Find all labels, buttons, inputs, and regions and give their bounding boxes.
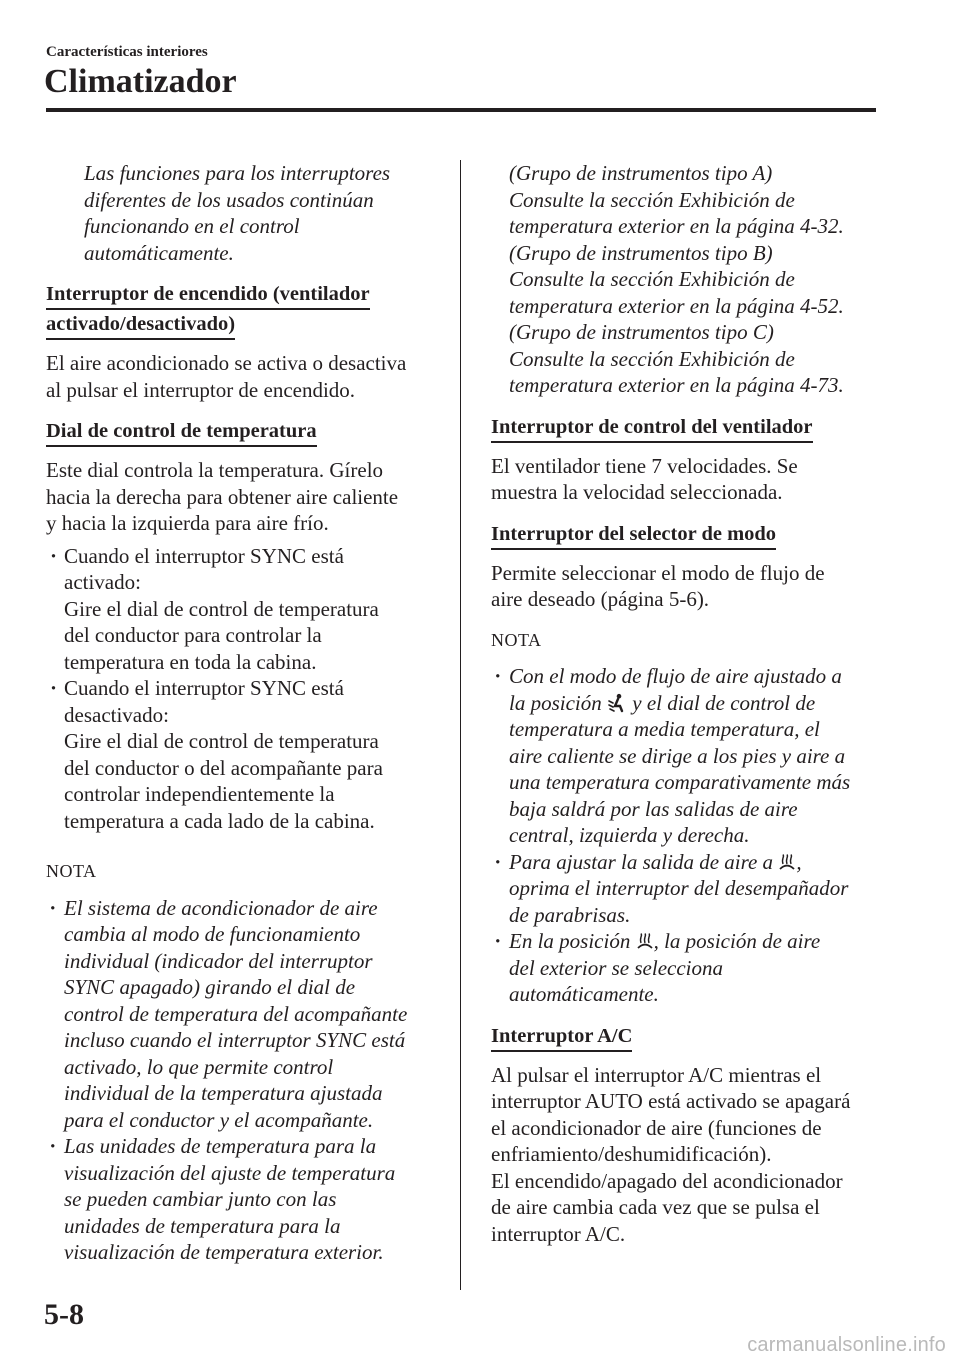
- fan-control-heading: Interruptor de control del ventilador: [491, 414, 813, 443]
- nota-label: NOTA: [46, 861, 97, 881]
- text-line: control de temperatura del acompañante: [64, 1001, 408, 1026]
- text-line: cambia al modo de funcionamiento: [64, 922, 361, 946]
- text-line: del exterior se selecciona: [509, 955, 723, 980]
- text-line: (Grupo de instrumentos tipo A): [509, 161, 773, 185]
- list-item: [46, 1133, 446, 1266]
- heading-line: Interruptor de encendido (ventilador: [46, 281, 370, 310]
- text-line: baja saldrá por las salidas de aire: [509, 796, 798, 821]
- text-line: Este dial controla la temperatura. Gírelo: [46, 458, 384, 482]
- text-line: Consulte la sección Exhibición de: [509, 346, 795, 371]
- defroster-icon: [636, 933, 654, 951]
- text-line: aire deseado (página 5-6).: [491, 587, 710, 611]
- text-line: · Con el modo de flujo de aire ajustado a: [509, 664, 842, 688]
- text-line: · Cuando el interruptor SYNC está: [64, 676, 344, 700]
- power-switch-text: [46, 350, 446, 403]
- text-line: [509, 849, 891, 876]
- text-line: interruptor AUTO está activado se apagará: [491, 1089, 851, 1113]
- text-line: · El sistema de acondicionador de aire: [64, 895, 378, 920]
- text-line: temperatura a cada lado de la cabina.: [64, 808, 375, 833]
- mode-selector-heading: Interruptor del selector de modo: [491, 521, 776, 550]
- list-item: [46, 675, 446, 834]
- text-line: [509, 690, 891, 717]
- text-line: El aire acondicionado se activa o desactiva: [46, 351, 407, 375]
- text-line: (Grupo de instrumentos tipo B): [509, 240, 773, 265]
- text-line: Consulte la sección Exhibición de: [509, 187, 795, 212]
- text-line: temperatura exterior en la página 4-73.: [509, 373, 844, 397]
- text-line: automáticamente.: [509, 982, 659, 1006]
- temperature-dial-heading: Dial de control de temperatura: [46, 418, 317, 447]
- text-line: diferentes de los usados continúan: [84, 187, 374, 212]
- text-line: individual (indicador del interruptor: [64, 948, 373, 973]
- defroster-icon: [778, 854, 796, 872]
- text-line: desactivado:: [64, 702, 169, 727]
- page-title: Climatizador: [44, 63, 237, 100]
- text-line: Gire el dial de control de temperatura: [64, 729, 379, 753]
- text-line: oprima el interruptor del desempañador: [509, 876, 849, 900]
- text-line: El encendido/apagado del acondicionador: [491, 1168, 843, 1193]
- text-line: Las funciones para los interruptores: [84, 161, 391, 185]
- text-line: El ventilador tiene 7 velocidades. Se: [491, 453, 798, 478]
- text-line: · Las unidades de temperatura para la: [64, 1134, 377, 1158]
- text-line: del conductor para controlar la: [64, 623, 322, 647]
- text-line: una temperatura comparativamente más: [509, 770, 851, 794]
- text-line: central, izquierda y derecha.: [509, 823, 750, 847]
- list-item: [491, 849, 891, 929]
- heading-line: activado/desactivado): [46, 311, 235, 340]
- text-line: para el conductor y el acompañante.: [64, 1107, 374, 1132]
- text-line: enfriamiento/deshumidificación).: [491, 1142, 772, 1166]
- text-line: interruptor A/C.: [491, 1221, 626, 1246]
- section-label: Características interiores: [46, 44, 208, 60]
- temperature-dial-text: [46, 457, 446, 537]
- text-line: temperatura en toda la cabina.: [64, 649, 317, 674]
- text-line: aire caliente se dirige a los pies y aire a: [509, 743, 846, 768]
- nota-bullet-list: [491, 663, 891, 1008]
- text-fragment: la posición: [509, 690, 607, 715]
- text-line: visualización del ajuste de temperatura: [64, 1160, 396, 1185]
- text-line: incluso cuando el interruptor SYNC está: [64, 1028, 406, 1052]
- site-watermark: carmanualsonline.info: [747, 1334, 946, 1356]
- power-switch-heading: [46, 280, 446, 340]
- ac-switch-heading: Interruptor A/C: [491, 1023, 632, 1052]
- text-line: de parabrisas.: [509, 902, 631, 927]
- intro-note: [46, 160, 446, 266]
- ac-switch-text: [491, 1062, 891, 1248]
- text-line: hacia la derecha para obtener aire caliente: [46, 484, 399, 509]
- text-line: Permite seleccionar el modo de flujo de: [491, 560, 825, 585]
- list-item: [491, 663, 891, 849]
- text-fragment: y el dial de control de: [627, 690, 816, 715]
- nota-bullet-list: [46, 895, 446, 1266]
- mode-selector-text: [491, 560, 891, 613]
- list-item: [491, 928, 891, 1008]
- sync-bullet-list: [46, 543, 446, 835]
- text-line: temperatura exterior en la página 4-32.: [509, 214, 844, 238]
- page-number: 5-8: [44, 1298, 84, 1331]
- nota-label: NOTA: [491, 629, 542, 650]
- text-fragment: En la posición: [509, 929, 636, 953]
- text-line: al pulsar el interruptor de encendido.: [46, 377, 356, 402]
- text-line: el acondicionador de aire (funciones de: [491, 1115, 822, 1140]
- text-line: [509, 928, 891, 955]
- text-line: de aire cambia cada vez que se pulsa el: [491, 1195, 820, 1219]
- header-rule: [46, 108, 876, 112]
- text-line: muestra la velocidad seleccionada.: [491, 480, 783, 504]
- text-line: activado, lo que permite control: [64, 1054, 334, 1079]
- right-column: [491, 160, 891, 1247]
- text-line: del conductor o del acompañante para: [64, 755, 383, 780]
- text-line: y hacia la izquierda para aire frío.: [46, 511, 329, 535]
- text-line: activado:: [64, 570, 141, 594]
- text-fragment: ,: [796, 849, 802, 874]
- fan-control-text: [491, 453, 891, 506]
- text-line: (Grupo de instrumentos tipo C): [509, 320, 774, 344]
- text-line: se pueden cambiar junto con las: [64, 1187, 337, 1211]
- text-line: visualización de temperatura exterior.: [64, 1240, 384, 1264]
- text-fragment: Para ajustar la salida de aire a: [509, 849, 779, 874]
- text-line: temperatura a media temperatura, el: [509, 717, 820, 741]
- list-item: [46, 543, 446, 676]
- text-line: Gire el dial de control de temperatura: [64, 596, 379, 621]
- list-item: [46, 895, 446, 1134]
- text-line: individual de la temperatura ajustada: [64, 1081, 383, 1105]
- floor-mode-icon: [607, 693, 627, 713]
- text-line: funcionando en el control: [84, 214, 300, 238]
- text-line: temperatura exterior en la página 4-52.: [509, 293, 844, 318]
- text-line: Al pulsar el interruptor A/C mientras el: [491, 1062, 822, 1087]
- text-fragment: , la posición de aire: [653, 929, 821, 953]
- cluster-references: [491, 160, 891, 399]
- text-line: SYNC apagado) girando el dial de: [64, 975, 356, 999]
- text-line: unidades de temperatura para la: [64, 1213, 341, 1238]
- left-column: [46, 160, 446, 1266]
- text-line: Consulte la sección Exhibición de: [509, 267, 795, 291]
- column-divider: [460, 160, 461, 1290]
- text-line: · Cuando el interruptor SYNC está: [64, 543, 344, 568]
- text-line: automáticamente.: [84, 240, 234, 265]
- text-line: controlar independientemente la: [64, 782, 335, 806]
